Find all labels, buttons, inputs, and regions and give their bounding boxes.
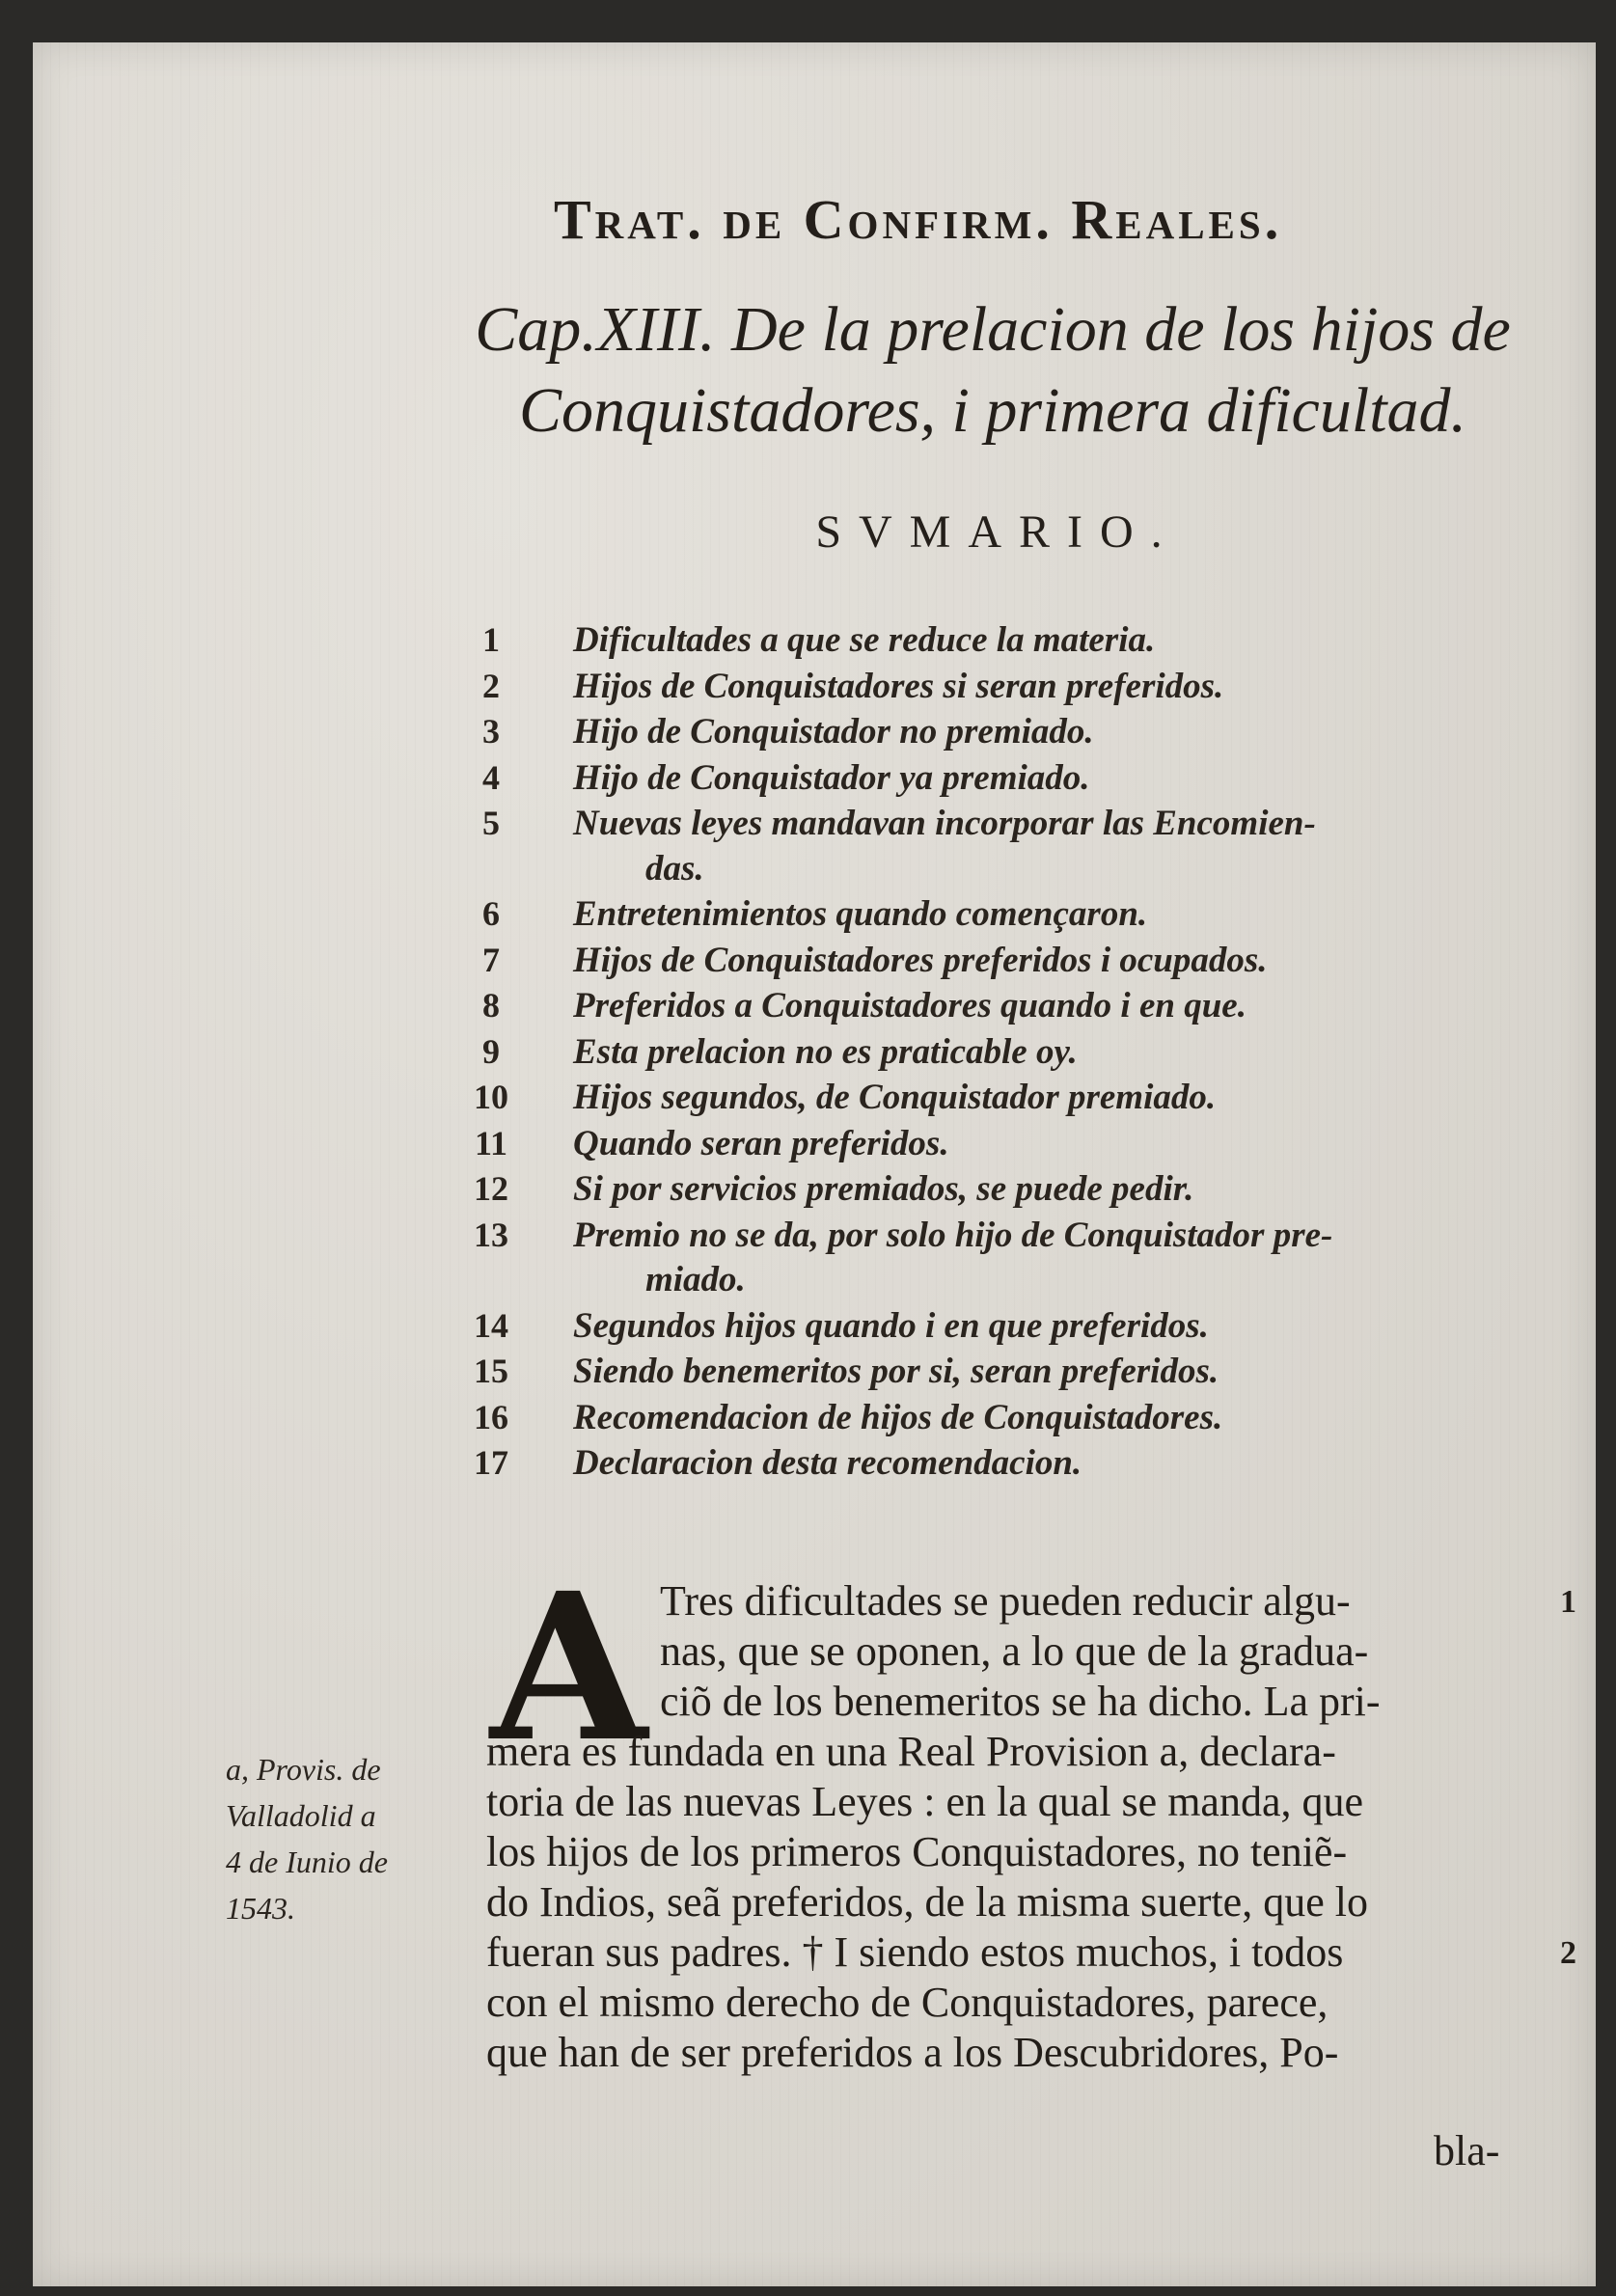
summary-item-number: 11	[474, 1123, 507, 1162]
summary-item-text: Hijos segundos, de Conquistador premiado.	[573, 1078, 1217, 1117]
summary-item-number: 7	[482, 940, 500, 979]
summary-item	[457, 755, 1557, 802]
summary-item-text: Esta prelacion no es praticable oy.	[573, 1031, 1078, 1072]
summary-item-text: Preferidos a Conquistadores quando i en que.	[573, 986, 1246, 1025]
summary-item	[457, 1440, 1557, 1487]
summary-item-number: 15	[474, 1352, 508, 1390]
summary-item-continuation: miado.	[645, 1260, 746, 1299]
summary-item	[457, 1303, 1557, 1350]
summary-item-number: 17	[474, 1443, 508, 1482]
margin-reference-2: 2	[1560, 1935, 1576, 1971]
chapter-title-line-1: Cap.XIII. De la prelacion de los hijos de	[475, 294, 1511, 365]
body-line: mera es fundada en una Real Provision a, declara-	[486, 1728, 1336, 1775]
summary-item-continuation: das.	[645, 848, 704, 888]
summary-item-text: Si por servicios premiados, se puede pedir.	[573, 1169, 1194, 1209]
body-line: toria de las nuevas Leyes : en la qual se manda, que	[486, 1778, 1364, 1825]
summary-item	[457, 983, 1557, 1029]
summary-item-number: 1	[482, 620, 500, 659]
summary-list	[457, 617, 1557, 1487]
summary-item-number: 3	[482, 712, 500, 751]
summary-item	[457, 709, 1557, 755]
chapter-title	[448, 289, 1538, 451]
summary-item	[457, 891, 1557, 938]
drop-cap: A	[490, 1548, 647, 1787]
body-line: do Indios, seã preferidos, de la misma suerte, que lo	[486, 1878, 1368, 1926]
summary-item	[457, 1213, 1557, 1259]
body-line: con el mismo derecho de Conquistadores, parece,	[486, 1979, 1328, 2026]
summary-item-number: 2	[482, 666, 500, 705]
body-line: los hijos de los primeros Conquistadores, no teniẽ-	[486, 1828, 1348, 1875]
summary-item-number: 5	[482, 804, 500, 842]
summary-item-number: 13	[474, 1215, 508, 1254]
summary-item-text: Entretenimientos quando començaron.	[573, 894, 1148, 934]
summary-item-number: 6	[482, 894, 500, 933]
summary-item-text: Declaracion desta recomendacion.	[573, 1443, 1082, 1483]
summary-item-number: 4	[482, 757, 500, 797]
summary-item-text: Premio no se da, por solo hijo de Conquistador pre-	[573, 1215, 1333, 1255]
summary-item-text: Dificultades a que se reduce la materia.	[573, 620, 1156, 660]
summary-item-number: 12	[474, 1169, 508, 1208]
summary-item-text: Hijos de Conquistadores si seran preferidos.	[573, 666, 1224, 706]
side-note-line: Valladolid a	[226, 1798, 376, 1833]
summary-item-text: Siendo benemeritos por si, seran preferidos.	[573, 1352, 1219, 1391]
summary-item	[457, 1029, 1557, 1076]
summary-item-text: Quando seran preferidos.	[573, 1123, 949, 1163]
sumario-heading: SVMARIO.	[815, 506, 1180, 558]
body-line: Tres dificultades se pueden reducir algu-	[660, 1577, 1351, 1625]
summary-item-number: 16	[474, 1397, 508, 1436]
summary-item	[457, 801, 1557, 847]
summary-item-number: 10	[474, 1078, 508, 1116]
body-line: nas, que se oponen, a lo que de la gradua-	[660, 1627, 1369, 1675]
summary-item-text: Hijo de Conquistador ya premiado.	[573, 757, 1090, 798]
side-note-line: a, Provis. de	[226, 1752, 381, 1787]
summary-item	[457, 1395, 1557, 1441]
side-note-line: 1543.	[226, 1891, 295, 1926]
summary-item-number: 9	[482, 1031, 500, 1071]
summary-item	[457, 1075, 1557, 1121]
side-note	[226, 1746, 467, 1931]
margin-reference-1: 1	[1560, 1584, 1576, 1620]
summary-item-text: Hijo de Conquistador no premiado.	[573, 712, 1094, 752]
summary-item	[457, 1121, 1557, 1167]
summary-item-text: Hijos de Conquistadores preferidos i ocupados.	[573, 940, 1268, 980]
chapter-title-line-2: Conquistadores, i primera dificultad.	[518, 375, 1467, 446]
body-line: fueran sus padres. † I siendo estos muchos, i todos	[486, 1928, 1344, 1976]
summary-item	[457, 938, 1557, 984]
body-line: que han de ser preferidos a los Descubridores, Po-	[486, 2029, 1339, 2076]
summary-item-text: Segundos hijos quando i en que preferidos.	[573, 1305, 1209, 1346]
summary-item-number: 8	[482, 986, 500, 1025]
summary-item	[457, 1166, 1557, 1213]
summary-item	[457, 664, 1557, 710]
running-head: Trat. de Confirm. Reales.	[554, 188, 1283, 251]
side-note-line: 4 de Iunio de	[226, 1845, 388, 1879]
book-page	[33, 42, 1596, 2286]
catchword: bla-	[1434, 2127, 1500, 2174]
summary-item	[457, 1349, 1557, 1395]
summary-item-text: Nuevas leyes mandavan incorporar las Encomien-	[573, 804, 1316, 843]
summary-item-text: Recomendacion de hijos de Conquistadores.	[573, 1397, 1223, 1437]
summary-item	[457, 617, 1557, 664]
summary-item-number: 14	[474, 1305, 508, 1345]
body-line: ciõ de los benemeritos se ha dicho. La pri-	[660, 1678, 1381, 1725]
